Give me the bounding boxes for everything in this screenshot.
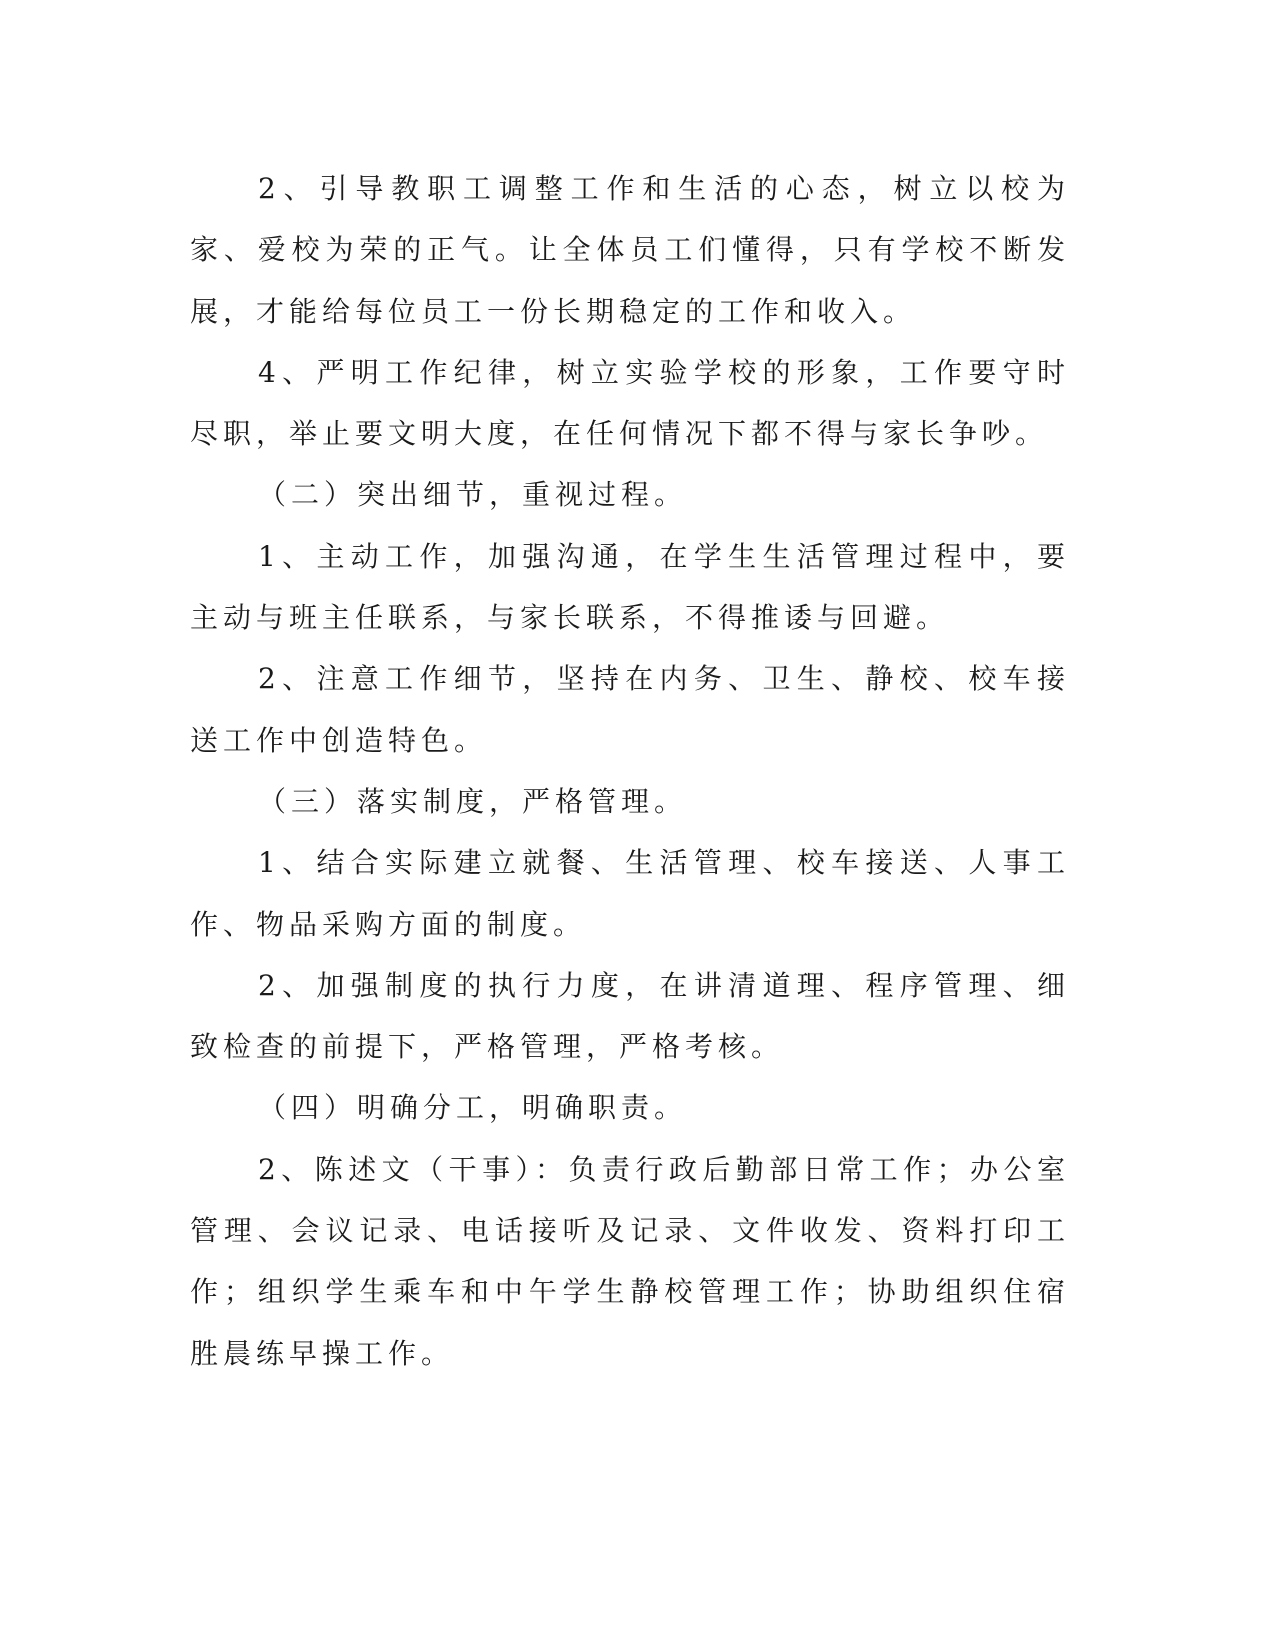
- section-heading-clear-division: （四）明确分工，明确职责。: [258, 1091, 688, 1125]
- paragraph-establish-system: 1、结合实际建立就餐、生活管理、校车接送、人事工作、物品采购方面的制度。: [190, 846, 1070, 941]
- paragraph-guide-staff-mindset: 2、引导教职工调整工作和生活的心态，树立以校为家、爱校为荣的正气。让全体员工们懂得，只有学校不断发展，才能给每位员工一份长期稳定的工作和收入。: [190, 172, 1070, 328]
- document-body: [190, 158, 1070, 1384]
- paragraph-staff-duties: 2、陈述文（干事）：负责行政后勤部日常工作；办公室管理、会议记录、电话接听及记录、文件收发、资料打印工作；组织学生乘车和中午学生静校管理工作；协助组织住宿胜晨练早操工作。: [190, 1152, 1070, 1370]
- section-heading-details-process: （二）突出细节，重视过程。: [258, 478, 688, 512]
- paragraph-work-details: 2、注意工作细节，坚持在内务、卫生、静校、校车接送工作中创造特色。: [190, 662, 1070, 757]
- paragraph-enforce-system: 2、加强制度的执行力度，在讲清道理、程序管理、细致检查的前提下，严格管理，严格考核。: [190, 968, 1070, 1064]
- paragraph-active-communication: 1、主动工作，加强沟通，在学生生活管理过程中，要主动与班主任联系，与家长联系，不得推诿与回避。: [190, 539, 1070, 635]
- section-heading-implement-system: （三）落实制度，严格管理。: [258, 784, 688, 818]
- paragraph-work-discipline: 4、严明工作纪律，树立实验学校的形象，工作要守时尽职，举止要文明大度，在任何情况下都不得与家长争吵。: [190, 355, 1070, 451]
